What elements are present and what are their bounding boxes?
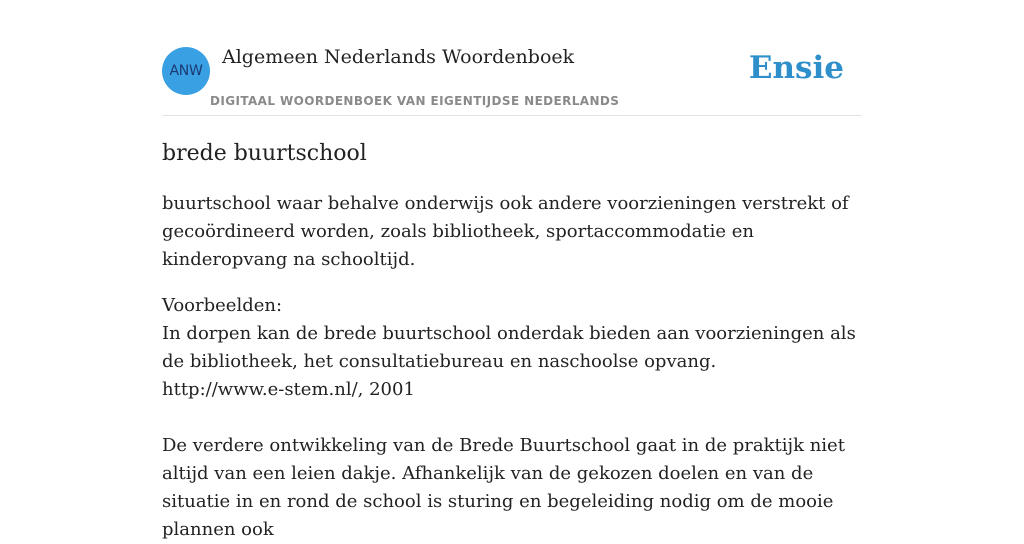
- example-source: http://www.e-stem.nl/, 2001: [162, 379, 415, 400]
- site-header: [162, 0, 862, 116]
- entry-content: [162, 138, 862, 544]
- ensie-brand-link[interactable]: Ensie: [748, 50, 844, 86]
- site-subtitle: DIGITAAL WOORDENBOEK VAN EIGENTIJDSE NEDERLANDS: [210, 94, 620, 108]
- example-spacer: [162, 404, 862, 432]
- entry-headword: brede buurtschool: [162, 141, 367, 166]
- entry-definition: buurtschool waar behalve onderwijs ook andere voorzieningen verstrekt of gecoördineerd worden, zoals bibliotheek, sportaccommodatie en kinderopvang na schooltijd.: [162, 193, 849, 270]
- logo-text: ANW: [169, 63, 203, 79]
- site-title[interactable]: Algemeen Nederlands Woordenboek: [222, 46, 575, 68]
- example-text: De verdere ontwikkeling van de Brede Buurtschool gaat in de praktijk niet altijd van een leien dakje. Afhankelijk van de gekozen doelen en van de situatie in en rond de school is sturing en begeleiding nodig om de mooie plannen ook: [162, 435, 845, 540]
- header-divider: [162, 115, 862, 116]
- example-text: In dorpen kan de brede buurtschool onderdak bieden aan voorzieningen als de bibliotheek, het consultatiebureau en naschoolse opvang.: [162, 323, 856, 372]
- examples-section: [162, 292, 862, 544]
- anw-logo[interactable]: [162, 47, 210, 95]
- examples-label: Voorbeelden:: [162, 295, 283, 316]
